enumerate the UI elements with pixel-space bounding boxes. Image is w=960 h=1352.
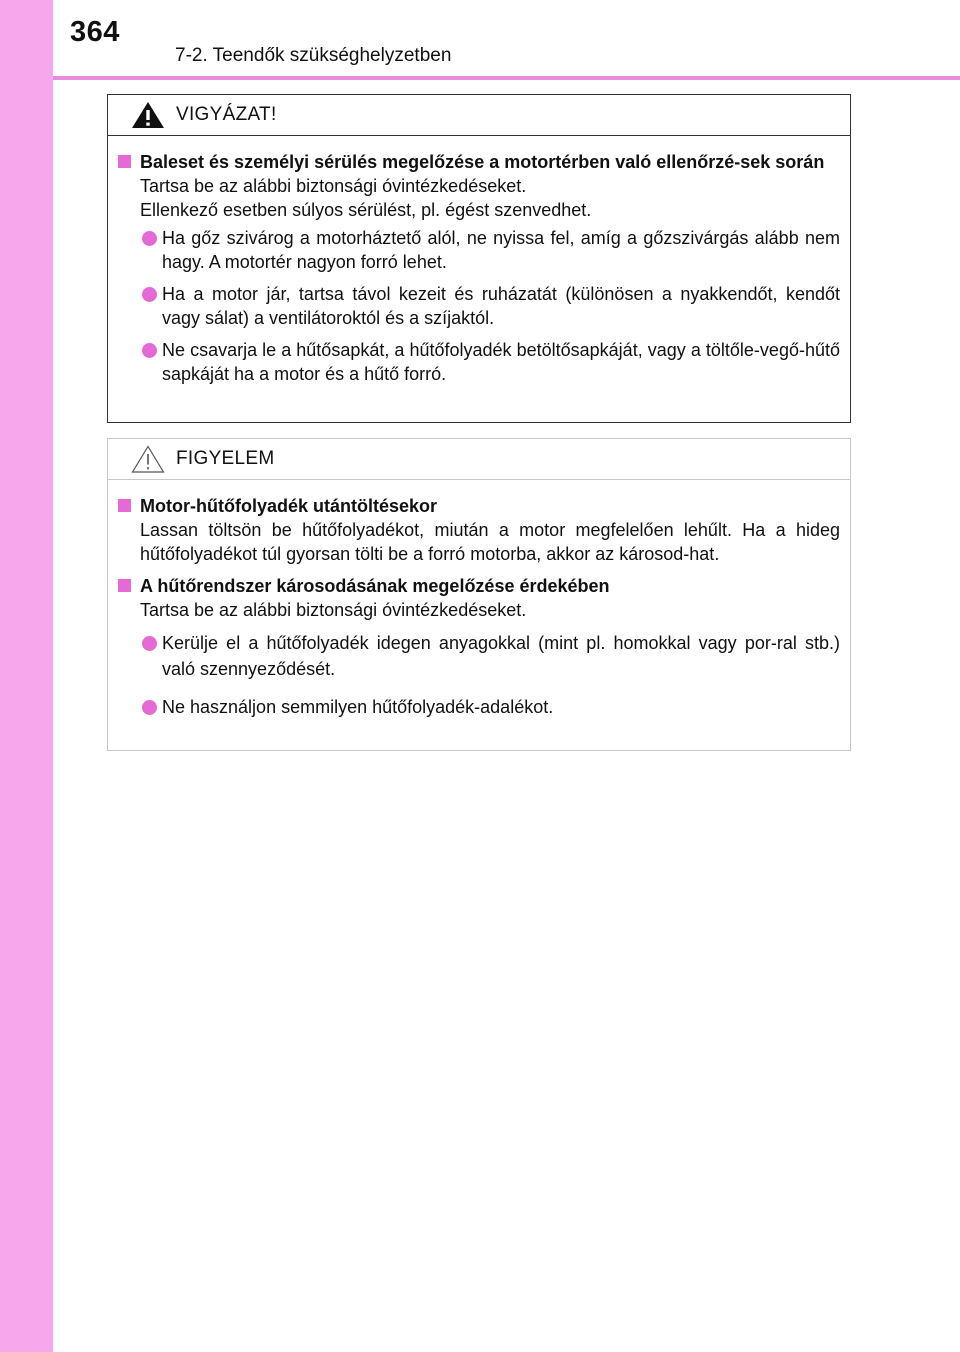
notice-title: FIGYELEM: [176, 448, 275, 469]
warning-box: [107, 94, 851, 423]
notice-item-heading: Motor-hűtőfolyadék utántöltésekor: [140, 496, 438, 516]
notice-item-text: Tartsa be az alábbi biztonsági óvintézkedéseket.: [140, 600, 527, 620]
warning-bullet: [140, 226, 840, 274]
notice-box-body: [108, 480, 850, 720]
warning-triangle-outline-icon: [130, 444, 166, 474]
circle-bullet-icon: [142, 700, 157, 715]
circle-bullet-icon: [142, 231, 157, 246]
notice-bullet: [140, 630, 840, 682]
notice-bullet-text: Kerülje el a hűtőfolyadék idegen anyagokkal (mint pl. homokkal vagy por-ral stb.) való szennyeződését.: [162, 633, 840, 679]
circle-bullet-icon: [142, 343, 157, 358]
section-title: 7-2. Teendők szükséghelyzetben: [175, 45, 452, 66]
notice-box: [107, 438, 851, 751]
notice-item-text: Lassan töltsön be hűtőfolyadékot, miután a motor megfelelően lehűlt. Ha a hideg hűtőfolyadékot túl gyorsan tölti be a forró motorba, akkor az károsod-hat.: [140, 520, 840, 564]
warning-bullet-text: Ne csavarja le a hűtősapkát, a hűtőfolyadék betöltősapkáját, vagy a töltőle-vegő-hűtő sapkáját ha a motor és a hűtő forró.: [162, 340, 840, 384]
warning-item-heading: Baleset és személyi sérülés megelőzése a motortérben való ellenőrzé-sek során: [140, 152, 825, 172]
warning-bullet-text: Ha gőz szivárog a motorháztető alól, ne nyissa fel, amíg a gőzszivárgás alább nem hagy. A motortér nagyon forró lehet.: [162, 228, 840, 272]
side-color-bar: [0, 0, 53, 1352]
notice-item: [116, 494, 840, 566]
warning-box-body: [108, 136, 850, 386]
warning-item: [116, 150, 840, 386]
notice-item-heading: A hűtőrendszer károsodásának megelőzése érdekében: [140, 576, 610, 596]
warning-item-text: Tartsa be az alábbi biztonsági óvintézkedéseket.: [140, 176, 527, 196]
notice-item: [116, 574, 840, 720]
warning-item-text: Ellenkező esetben súlyos sérülést, pl. égést szenvedhet.: [140, 200, 592, 220]
warning-title: VIGYÁZAT!: [176, 104, 277, 125]
warning-bullet: [140, 282, 840, 330]
circle-bullet-icon: [142, 636, 157, 651]
page-number: 364: [70, 16, 120, 48]
notice-bullet-text: Ne használjon semmilyen hűtőfolyadék-adalékot.: [162, 697, 554, 717]
notice-bullet: [140, 694, 840, 720]
header-rule: [53, 76, 960, 80]
square-bullet-icon: [118, 155, 131, 168]
square-bullet-icon: [118, 499, 131, 512]
warning-bullet: [140, 338, 840, 386]
warning-box-header: [108, 95, 850, 136]
square-bullet-icon: [118, 579, 131, 592]
warning-bullet-text: Ha a motor jár, tartsa távol kezeit és ruházatát (különösen a nyakkendőt, kendőt vagy sálat) a ventilátoroktól és a szíjaktól.: [162, 284, 840, 328]
warning-triangle-filled-icon: [130, 100, 166, 130]
notice-box-header: [108, 439, 850, 480]
circle-bullet-icon: [142, 287, 157, 302]
